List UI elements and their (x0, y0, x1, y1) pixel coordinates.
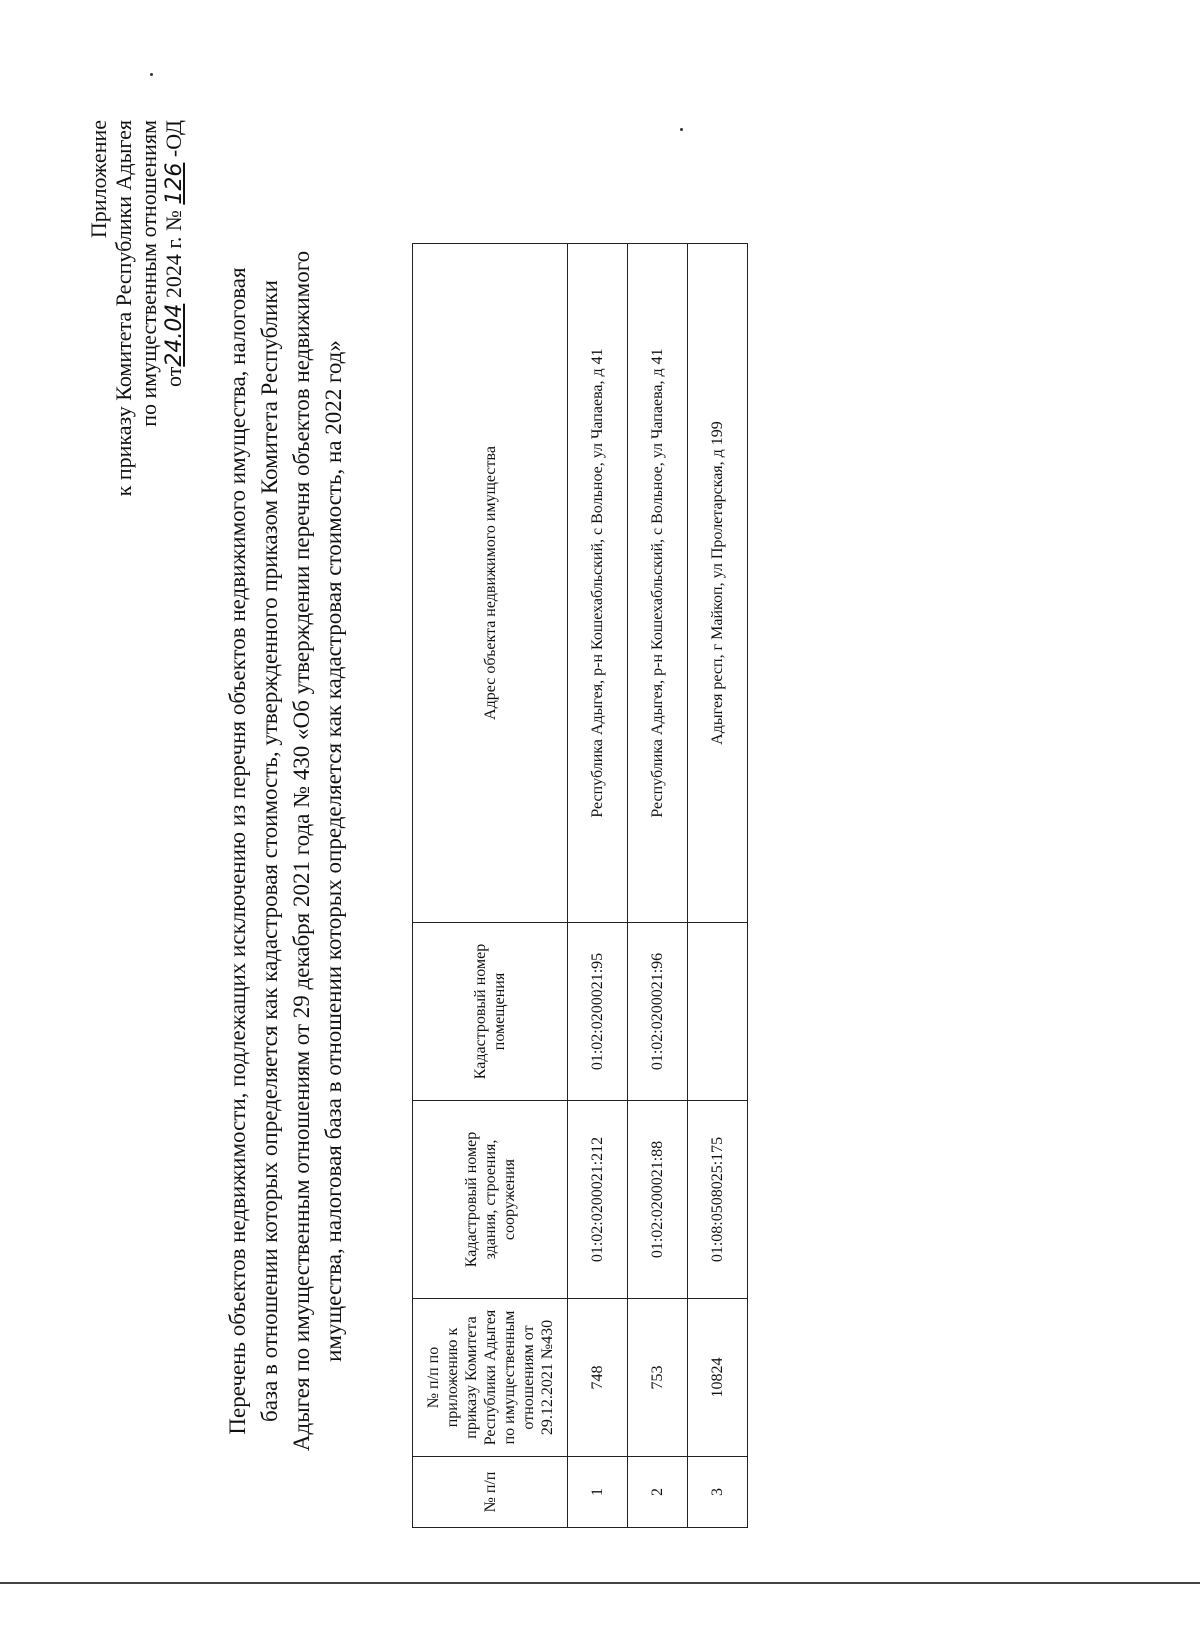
header-room-cadastral-number: Кадастровый номер помещения (413, 923, 568, 1101)
appendix-line-3 (161, 120, 187, 820)
table-row (688, 244, 748, 1528)
scan-speck (680, 128, 683, 131)
table-row (568, 244, 628, 1528)
appendix-line-1: к приказу Комитета Республики Адыгея (111, 120, 136, 497)
cell-room-cadastral-number (688, 923, 748, 1101)
cell-appendix-number: 10824 (688, 1299, 748, 1457)
header-appendix-number: № п/п по приложению к приказу Комитета Республики Адыгея по имущественным отношениям от 29.12.2021 №430 (413, 1299, 568, 1457)
cell-building-cadastral-number: 01:02:0200021:212 (568, 1101, 628, 1299)
property-table-wrapper (412, 243, 748, 1528)
table-header-row (413, 244, 568, 1528)
scan-speck (150, 73, 153, 76)
heading-line-4: имущества, налоговая база в отношении которых определяется как кадастровая стоимость, на 2022 год» (321, 340, 346, 1362)
cell-row-number: 1 (568, 1457, 628, 1528)
appendix-year: 2024 г. № (161, 210, 186, 299)
appendix-suffix: -ОД (161, 120, 186, 158)
cell-appendix-number: 748 (568, 1299, 628, 1457)
cell-address: Адыгея респ, г Майкоп, ул Пролетарская, д 199 (688, 244, 748, 923)
document-heading (222, 201, 350, 1501)
cell-room-cadastral-number: 01:02:0200021:95 (568, 923, 628, 1101)
cell-address: Республика Адыгея, р-н Кошехабльский, с Вольное, ул Чапаева, д 41 (568, 244, 628, 923)
property-table (412, 243, 748, 1528)
appendix-title: Приложение (86, 120, 111, 239)
header-address: Адрес объекта недвижимого имущества (413, 244, 568, 923)
cell-row-number: 3 (688, 1457, 748, 1528)
header-row-number: № п/п (413, 1457, 568, 1528)
cell-building-cadastral-number: 01:08:0508025:175 (688, 1101, 748, 1299)
cell-address: Республика Адыгея, р-н Кошехабльский, с Вольное, ул Чапаева, д 41 (628, 244, 688, 923)
appendix-line-2: по имущественным отношениям (136, 120, 161, 427)
appendix-block (86, 120, 187, 820)
handwritten-date: 24.04 (162, 303, 187, 367)
scan-edge-line (0, 1582, 1200, 1584)
cell-appendix-number: 753 (628, 1299, 688, 1457)
cell-room-cadastral-number: 01:02:0200021:96 (628, 923, 688, 1101)
cell-building-cadastral-number: 01:02:0200021:88 (628, 1101, 688, 1299)
heading-line-2: база в отношении которых определяется как кадастровая стоимость, утвержденного приказом Комитета Республики (257, 280, 282, 1422)
table-row (628, 244, 688, 1528)
heading-line-1: Перечень объектов недвижимости, подлежащих исключению из перечня объектов недвижимого имущества, налоговая (225, 267, 250, 1435)
appendix-date-prefix: от (161, 366, 186, 387)
header-building-cadastral-number: Кадастровый номер здания, строения, сооружения (413, 1101, 568, 1299)
handwritten-order-number: 126 (162, 162, 187, 205)
heading-line-3: Адыгея по имущественным отношениям от 29 декабря 2021 года № 430 «Об утверждении перечня объектов недвижимого (289, 250, 314, 1452)
cell-row-number: 2 (628, 1457, 688, 1528)
